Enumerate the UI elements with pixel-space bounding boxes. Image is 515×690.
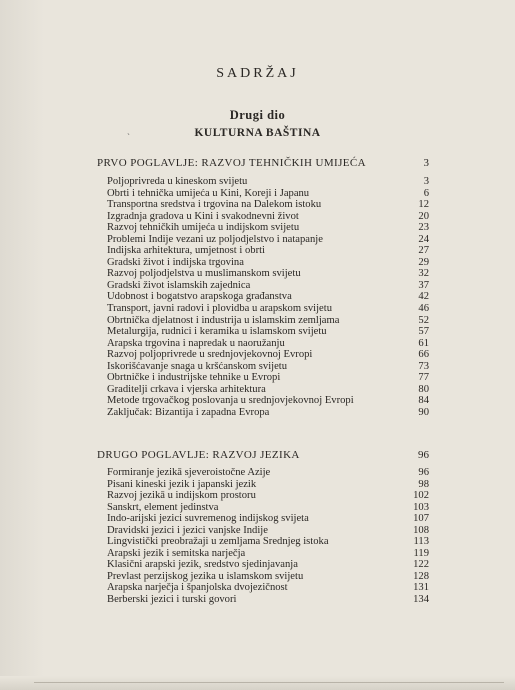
toc-entry [107,199,429,211]
toc-entry-page: 29 [418,256,429,268]
toc-entry [107,502,429,514]
toc-entry [107,338,429,350]
toc-entry-title: Formiranje jezikā sjeveroistočne Azije [107,467,271,478]
toc-entry [107,559,429,571]
toc-entry-title: Indijska arhitektura, umjetnost i obrti [107,245,265,257]
toc-entry [107,257,429,269]
toc-entry [107,245,429,257]
toc-entry-page: 102 [413,490,429,502]
toc-entry [107,268,429,280]
toc-entry [107,395,429,407]
toc-entry-page: 128 [413,570,429,582]
chapter-1-entries [107,176,429,418]
toc-entry-title: Arapski jezik i semitska narječja [107,547,246,559]
toc-entry-title: Prevlast perzijskog jezika u islamskom svijetu [107,570,304,582]
toc-entry-title: Udobnost i bogatstvo arapskoga građanstva [107,291,292,303]
toc-entry-page: 119 [413,547,429,559]
toc-entry-title: Razvoj tehničkih umijeća u indijskom svijetu [107,222,300,234]
part-title: KULTURNA BAŠTINA [194,127,321,139]
toc-entry-title: Poljoprivreda u kineskom svijetu [107,176,248,187]
toc-entry-title: Arapska trgovina i napredak u naoružanju [107,337,285,349]
toc-entry [107,571,429,583]
toc-entry-page: 32 [418,268,429,280]
page-bottom-shade [0,676,515,690]
chapter-heading-1 [97,157,429,173]
toc-entry-title: Iskorišćavanje snaga u kršćanskom svijetu [107,360,288,372]
toc-entry-title: Transportna sredstva i trgovina na Dalekom istoku [107,199,322,211]
toc-entry-page: 103 [413,501,429,513]
toc-entry-page: 52 [418,314,429,326]
toc-entry [107,594,429,606]
toc-entry [107,372,429,384]
toc-entry-page: 42 [418,291,429,303]
toc-entry-title: Izgradnja gradova u Kini i svakodnevni život [107,210,299,222]
toc-entry-page: 84 [418,395,429,407]
toc-entry-title: Arapska narječja i španjolska dvojezičnost [107,582,288,594]
chapter-page: 96 [418,449,429,461]
toc-entry [107,326,429,338]
toc-entry-title: Gradski život i indijska trgovina [107,256,244,268]
toc-entry-title: Transport, javni radovi i plovidba u arapskom svijetu [107,303,332,315]
toc-entry-title: Lingvistički preobražaji u zemljama Srednjeg istoka [107,536,329,548]
chapter-heading-2 [97,449,429,465]
print-mark: ` [127,132,130,142]
toc-entry [107,490,429,502]
toc-entry-page: 27 [418,245,429,257]
toc-entry-title: Razvoj poljoprivrede u srednjovjekovnoj Evropi [107,349,313,361]
toc-entry-page: 3 [423,176,429,187]
toc-entry-title: Razvoj jezikā u indijskom prostoru [107,490,256,502]
toc-entry-page: 66 [418,349,429,361]
toc-entry-title: Obrti i tehnička umijeća u Kini, Koreji i Japanu [107,187,310,199]
toc-entry-page: 113 [413,536,429,548]
toc-entry-title: Obrtničke i industrijske tehnike u Evropi [107,372,281,384]
toc-entry-page: 6 [423,187,429,199]
toc-entry-page: 12 [418,199,429,211]
toc-entry [107,176,429,188]
toc-entry-page: 107 [413,513,429,525]
toc-entry-page: 98 [418,478,429,490]
toc-entry-page: 37 [418,279,429,291]
toc-entry-title: Klasični arapski jezik, sredstvo sjedinjavanja [107,559,298,571]
toc-entry [107,384,429,396]
toc-entry [107,467,429,479]
toc-entry-title: Indo-arijski jezici suvremenog indijskog svijeta [107,513,309,525]
toc-entry-title: Problemi Indije vezani uz poljodjelstvo i natapanje [107,233,323,245]
toc-entry-title: Sanskrt, element jedinstva [107,501,219,513]
toc-entry-page: 131 [413,582,429,594]
chapter-title: DRUGO POGLAVLJE: RAZVOJ JEZIKA [97,449,300,461]
toc-entry [107,222,429,234]
toc-entry-title: Graditelji crkava i vjerska arhitektura [107,383,266,395]
toc-entry [107,548,429,560]
toc-entry-title: Obrtnička djelatnost i industrija u islamskim zemljama [107,314,340,326]
toc-entry-page: 96 [418,467,429,478]
toc-entry-page: 80 [418,383,429,395]
toc-entry [107,349,429,361]
toc-entry-page: 73 [418,360,429,372]
toc-entry [107,303,429,315]
toc-entry [107,525,429,537]
toc-entry-title: Pisani kineski jezik i japanski jezik [107,478,257,490]
chapter-page: 3 [423,157,429,169]
toc-entry-title: Metode trgovačkog poslovanja u srednjovjekovnoj Evropi [107,395,354,407]
toc-entry [107,582,429,594]
toc-entry [107,479,429,491]
toc-entry-page: 122 [413,559,429,571]
page-bottom-edge [34,682,504,683]
toc-entry-page: 46 [418,303,429,315]
toc-entry-page: 24 [418,233,429,245]
toc-entry [107,211,429,223]
toc-entry-page: 77 [418,372,429,384]
toc-entry-page: 134 [413,594,429,606]
toc-entry-title: Berberski jezici i turski govori [107,594,237,606]
toc-entry [107,280,429,292]
toc-entry-page: 23 [418,222,429,234]
toc-entry [107,188,429,200]
toc-entry-page: 57 [418,326,429,338]
toc-entry [107,315,429,327]
toc-entry-title: Razvoj poljodjelstva u muslimanskom svijetu [107,268,301,280]
toc-entry [107,536,429,548]
toc-entry-title: Gradski život islamskih zajednica [107,279,251,291]
toc-entry-page: 108 [413,524,429,536]
part-heading: Drugi dio [229,108,286,122]
toc-entry-title: Zaključak: Bizantija i zapadna Evropa [107,406,270,418]
toc-entry-page: 90 [418,406,429,418]
page-gutter-shade [0,0,44,690]
chapter-title: PRVO POGLAVLJE: RAZVOJ TEHNIČKIH UMIJEĆA [97,157,366,169]
contents-heading: SADRŽAJ [216,66,299,81]
toc-entry [107,407,429,419]
toc-entry-title: Metalurgija, rudnici i keramika u islamskom svijetu [107,326,327,338]
toc-entry [107,234,429,246]
toc-entry-page: 61 [418,337,429,349]
toc-entry-title: Dravidski jezici i jezici vanjske Indije [107,524,268,536]
toc-entry [107,361,429,373]
chapter-2-entries [107,467,429,606]
toc-entry-page: 20 [418,210,429,222]
toc-entry [107,291,429,303]
toc-entry [107,513,429,525]
